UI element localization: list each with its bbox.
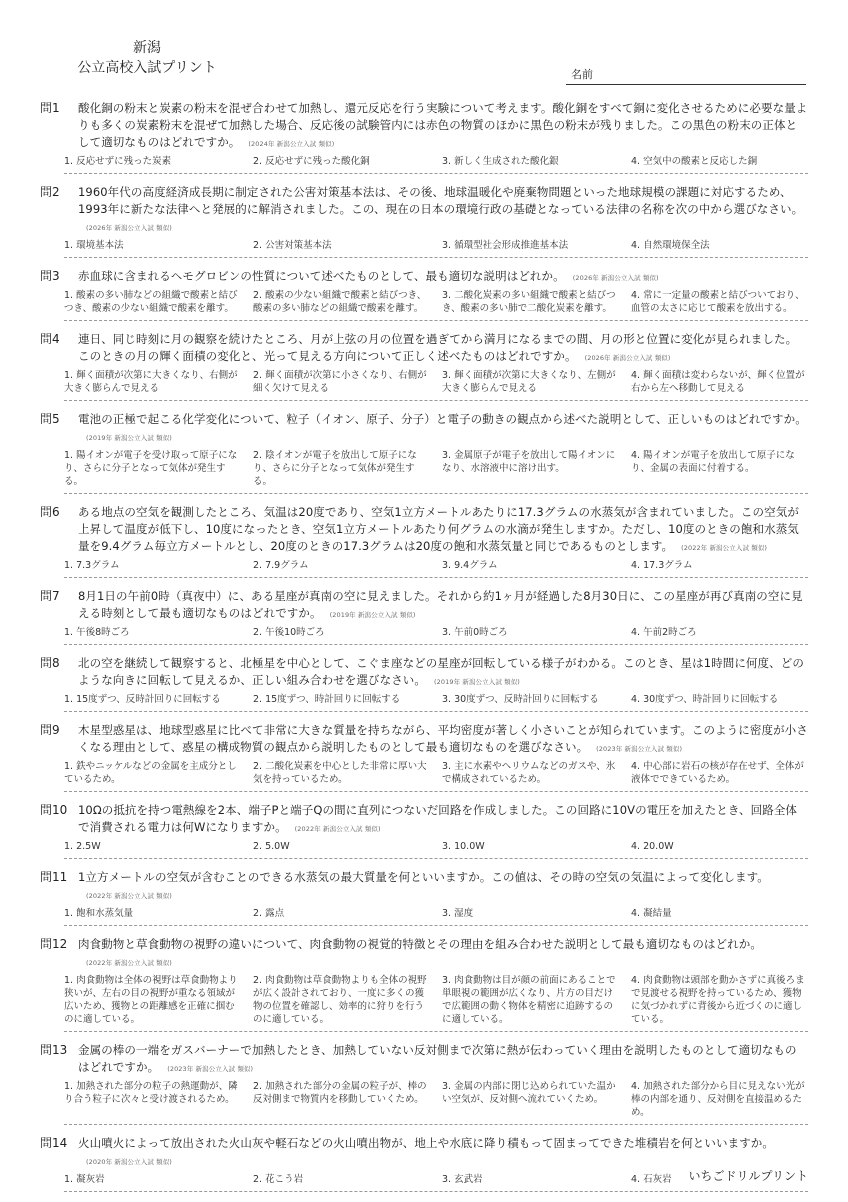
answer-choice[interactable]: 4. 凝結量 bbox=[631, 908, 672, 919]
question-number: 問10 bbox=[40, 803, 68, 817]
choice-row bbox=[64, 449, 808, 494]
answer-choice[interactable]: 1. 肉食動物は全体の視野は草食動物より狭いが、左右の目の視野が重なる領域が広いため、獲物との距離感を正確に掴むのに適している。 bbox=[64, 975, 238, 1025]
question-number: 問11 bbox=[40, 870, 68, 884]
answer-choice[interactable]: 4. 中心部に岩石の核が存在せず、全体が液体でできているため。 bbox=[631, 761, 804, 785]
question-text bbox=[78, 936, 808, 972]
question-head bbox=[40, 504, 808, 557]
question-text bbox=[78, 184, 808, 237]
answer-choice[interactable]: 4. 17.3グラム bbox=[631, 560, 693, 571]
question-source: (2022年 新潟公立入試 類似) bbox=[86, 892, 172, 900]
question-head bbox=[40, 722, 808, 758]
question-text bbox=[78, 869, 808, 905]
question-source: (2026年 新潟公立入試 類似) bbox=[572, 274, 659, 282]
question-number: 問2 bbox=[40, 185, 60, 199]
question-head bbox=[40, 1135, 808, 1171]
question-head bbox=[40, 331, 808, 367]
answer-choice[interactable]: 3. 午前0時ごろ bbox=[442, 627, 508, 638]
answer-choice[interactable]: 2. 二酸化炭素を中心とした非常に厚い大気を持っているため。 bbox=[253, 761, 427, 785]
footer-brand: いちごドリルプリント bbox=[688, 1169, 808, 1183]
answer-choice[interactable]: 1. 陽イオンが電子を受け取って原子になり、さらに分子となって気体が発生する。 bbox=[64, 450, 238, 487]
question-text bbox=[78, 331, 808, 367]
answer-choice[interactable]: 1. 15度ずつ、反時計回りに回転する bbox=[64, 694, 221, 705]
question-item bbox=[40, 1042, 808, 1125]
question-source: (2026年 新潟公立入試 類似) bbox=[86, 224, 172, 232]
page-title: 公立高校入試プリント bbox=[77, 60, 217, 76]
answer-choice[interactable]: 2. 7.9グラム bbox=[253, 560, 309, 571]
answer-choice[interactable]: 3. 肉食動物は目が顔の前面にあることで単眼視の範囲が広くなり、片方の目だけで広範囲の動く物体を精密に追跡するのに適している。 bbox=[442, 975, 616, 1025]
question-number: 問9 bbox=[40, 723, 60, 737]
answer-choice[interactable]: 1. 2.5W bbox=[64, 841, 101, 852]
question-item bbox=[40, 331, 808, 401]
question-body: 肉食動物と草食動物の視野の違いについて、肉食動物の視覚的特徴とその理由を組み合わせた説明として最も適切なものはどれか。 bbox=[78, 937, 762, 951]
question-body: ある地点の空気を観測したところ、気温は20度であり、空気1立方メートルあたりに17.3グラムの水蒸気が含まれていました。この空気が上昇して温度が低下し、10度になったとき、空気1立方メートルあたり何グラムの水滴が発生しますか。ただし、10度のときの飽和水蒸気量を9.4グラム毎立方メートルとし、20度のときの17.3グラムは20度の飽和水蒸気量と同じであるものとします。 bbox=[78, 505, 799, 553]
question-text bbox=[78, 1042, 808, 1078]
answer-choice[interactable]: 2. 露点 bbox=[253, 908, 285, 919]
answer-choice[interactable]: 3. 金属原子が電子を放出して陽イオンになり、水溶液中に溶け出す。 bbox=[442, 450, 616, 474]
question-head bbox=[40, 869, 808, 905]
answer-choice[interactable]: 2. 反応せずに残った酸化銅 bbox=[253, 156, 370, 167]
question-item bbox=[40, 722, 808, 792]
question-text bbox=[78, 802, 808, 838]
question-item bbox=[40, 936, 808, 1032]
question-body: 赤血球に含まれるヘモグロビンの性質について述べたものとして、最も適切な説明はどれか。 bbox=[78, 269, 565, 283]
choice-row bbox=[64, 974, 808, 1032]
question-source: (2019年 新潟公立入試 類似) bbox=[434, 678, 520, 686]
page-header bbox=[40, 38, 820, 88]
question-head bbox=[40, 184, 808, 237]
choice-row bbox=[64, 1080, 808, 1125]
question-source: (2022年 新潟公立入試 類似) bbox=[86, 959, 172, 967]
question-text bbox=[78, 268, 808, 287]
answer-choice[interactable]: 4. 輝く面積は変わらないが、輝く位置が右から左へ移動して見える bbox=[631, 370, 805, 394]
question-number: 問4 bbox=[40, 332, 60, 346]
question-body: 北の空を継続して観察すると、北極星を中心として、こぐま座などの星座が回転している様子がわかる。このとき、星は1時間に何度、どのような向きに回転して見えるか、正しい組み合わせを選びなさい。 bbox=[78, 656, 804, 687]
answer-choice[interactable]: 2. 酸素の少ない組織で酸素と結びつき、酸素の多い肺などの組織で酸素を離す。 bbox=[253, 290, 427, 314]
question-body: 木星型惑星は、地球型惑星に比べて非常に大きな質量を持ちながら、平均密度が著しく小さいことが知られています。このように密度が小さくなる理由として、惑星の構成物質の観点から説明したものとして最も適切なものを選びなさい。 bbox=[78, 723, 808, 754]
choice-row bbox=[64, 155, 808, 174]
answer-choice[interactable]: 4. 空気中の酸素と反応した銅 bbox=[631, 156, 758, 167]
name-field[interactable] bbox=[566, 60, 806, 85]
question-list bbox=[40, 100, 808, 1202]
answer-choice[interactable]: 4. 陽イオンが電子を放出して原子になり、金属の表面に付着する。 bbox=[631, 450, 795, 474]
answer-choice[interactable]: 1. 鉄やニッケルなどの金属を主成分としているため。 bbox=[64, 761, 237, 785]
question-item bbox=[40, 588, 808, 645]
prefecture-label: 新潟 bbox=[133, 40, 161, 56]
question-number: 問3 bbox=[40, 269, 60, 283]
question-source: (2022年 新潟公立入試 類似) bbox=[294, 825, 381, 833]
answer-choice[interactable]: 3. 30度ずつ、反時計回りに回転する bbox=[442, 694, 599, 705]
question-item bbox=[40, 411, 808, 494]
choice-row bbox=[64, 369, 808, 401]
answer-choice[interactable]: 1. 輝く面積が次第に大きくなり、右側が大きく膨らんで見える bbox=[64, 370, 238, 394]
question-body: 1960年代の高度経済成長期に制定された公害対策基本法は、その後、地球温暖化や廃棄物問題といった地球規模の課題に対応するため、1993年に新たな法律へと発展的に解消されました。この、現在の日本の環境行政の基礎となっている法律の名称を次の中から選びなさい。 bbox=[78, 185, 804, 216]
answer-choice[interactable]: 2. 輝く面積が次第に小さくなり、右側が細く欠けて見える bbox=[253, 370, 427, 394]
answer-choice[interactable]: 4. 加熱された部分から目に見えない光が棒の内部を通り、反対側を直接温めるため。 bbox=[631, 1081, 805, 1118]
question-source: (2024年 新潟公立入試 類似) bbox=[248, 140, 335, 148]
answer-choice[interactable]: 1. 飽和水蒸気量 bbox=[64, 908, 134, 919]
choice-row bbox=[64, 693, 808, 712]
answer-choice[interactable]: 3. 主に水素やヘリウムなどのガスや、氷で構成されているため。 bbox=[442, 761, 616, 785]
answer-choice[interactable]: 3. 10.0W bbox=[442, 841, 485, 852]
question-item bbox=[40, 504, 808, 578]
question-head bbox=[40, 655, 808, 691]
answer-choice[interactable]: 3. 二酸化炭素の多い組織で酸素と結びつき、酸素の多い肺で二酸化炭素を離す。 bbox=[442, 290, 616, 314]
question-number: 問7 bbox=[40, 589, 60, 603]
answer-choice[interactable]: 4. 30度ずつ、時計回りに回転する bbox=[631, 694, 779, 705]
answer-choice[interactable]: 1. 反応せずに残った炭素 bbox=[64, 156, 172, 167]
answer-choice[interactable]: 4. 自然環境保全法 bbox=[631, 240, 710, 251]
answer-choice[interactable]: 3. 湿度 bbox=[442, 908, 474, 919]
choice-row bbox=[64, 626, 808, 645]
answer-choice[interactable]: 4. 20.0W bbox=[631, 841, 674, 852]
answer-choice[interactable]: 1. 7.3グラム bbox=[64, 560, 120, 571]
question-item bbox=[40, 268, 808, 321]
question-body: 8月1日の午前0時（真夜中）に、ある星座が真南の空に見えました。それから約1ヶ月が経過した8月30日に、この星座が再び真南の空に見える時刻として最も適切なものはどれですか。 bbox=[78, 589, 803, 620]
answer-choice[interactable]: 3. 玄武岩 bbox=[442, 1174, 483, 1185]
question-number: 問13 bbox=[40, 1043, 68, 1057]
question-source: (2023年 新潟公立入試 類似) bbox=[596, 745, 683, 753]
question-number: 問8 bbox=[40, 656, 60, 670]
answer-choice[interactable]: 2. 15度ずつ、時計回りに回転する bbox=[253, 694, 401, 705]
question-number: 問1 bbox=[40, 101, 60, 115]
answer-choice[interactable]: 3. 金属の内部に閉じ込められていた温かい空気が、反対側へ流れていくため。 bbox=[442, 1081, 616, 1105]
question-head bbox=[40, 411, 808, 447]
answer-choice[interactable]: 2. 公害対策基本法 bbox=[253, 240, 332, 251]
question-head bbox=[40, 936, 808, 972]
choice-row bbox=[64, 559, 808, 578]
choice-row bbox=[64, 760, 808, 792]
question-item bbox=[40, 869, 808, 926]
answer-choice[interactable]: 2. 加熱された部分の金属の粒子が、棒の反対側まで物質内を移動していくため。 bbox=[253, 1081, 427, 1105]
question-number: 問5 bbox=[40, 412, 60, 426]
answer-choice[interactable]: 1. 環境基本法 bbox=[64, 240, 124, 251]
answer-choice[interactable]: 3. 9.4グラム bbox=[442, 560, 498, 571]
answer-choice[interactable]: 3. 輝く面積が次第に大きくなり、左側が大きく膨らんで見える bbox=[442, 370, 616, 394]
question-number: 問6 bbox=[40, 505, 60, 519]
question-text bbox=[78, 504, 808, 557]
choice-row bbox=[64, 289, 808, 321]
question-source: (2022年 新潟公立入試 類似) bbox=[681, 544, 768, 552]
question-source: (2019年 新潟公立入試 類似) bbox=[329, 611, 416, 619]
question-source: (2026年 新潟公立入試 類似) bbox=[584, 354, 671, 362]
answer-choice[interactable]: 1. 酸素の多い肺などの組織で酸素と結びつき、酸素の少ない組織で酸素を離す。 bbox=[64, 290, 238, 314]
question-body: 火山噴火によって放出された火山灰や軽石などの火山噴出物が、地上や水底に降り積もって固まってできた堆積岩を何といいますか。 bbox=[78, 1136, 774, 1150]
answer-choice[interactable]: 3. 循環型社会形成推進基本法 bbox=[442, 240, 569, 251]
choice-row bbox=[64, 239, 808, 258]
answer-choice[interactable]: 1. 加熱された部分の粒子の熱運動が、隣り合う粒子に次々と受け渡されるため。 bbox=[64, 1081, 238, 1105]
answer-choice[interactable]: 2. 陰イオンが電子を放出して原子になり、さらに分子となって気体が発生する。 bbox=[253, 450, 417, 487]
question-source: (2023年 新潟公立入試 類似) bbox=[167, 1065, 254, 1073]
choice-row bbox=[64, 907, 808, 926]
question-text bbox=[78, 1135, 808, 1171]
question-text bbox=[78, 722, 808, 758]
choice-row bbox=[64, 840, 808, 859]
question-item bbox=[40, 655, 808, 712]
answer-choice[interactable]: 4. 肉食動物は頭部を動かさずに真後ろまで見渡せる視野を持っているため、獲物に気づかれずに背後から近づくのに適している。 bbox=[631, 975, 805, 1025]
question-body: 金属の棒の一端をガスバーナーで加熱したとき、加熱していない反対側まで次第に熱が伝わっていく理由を説明したものとして適切なものはどれですか。 bbox=[78, 1043, 797, 1074]
question-text bbox=[78, 411, 808, 447]
question-source: (2019年 新潟公立入試 類似) bbox=[86, 434, 172, 442]
question-head bbox=[40, 802, 808, 838]
question-body: 10Ωの抵抗を持つ電熱線を2本、端子Pと端子Qの間に直列につないだ回路を作成しました。この回路に10Vの電圧を加えたとき、回路全体で消費される電力は何Wになりますか。 bbox=[78, 803, 798, 834]
question-body: 連日、同じ時刻に月の観察を続けたところ、月が上弦の月の位置を過ぎてから満月になるまでの間、月の形と位置に変化が見られました。このときの月の輝く面積の変化と、光って見える方向について正しく述べたものはどれですか。 bbox=[78, 332, 798, 363]
question-body: 電池の正極で起こる化学変化について、粒子（イオン、原子、分子）と電子の動きの観点から述べた説明として、正しいものはどれですか。 bbox=[78, 412, 807, 426]
question-item bbox=[40, 184, 808, 258]
question-item bbox=[40, 802, 808, 859]
question-number: 問14 bbox=[40, 1136, 68, 1150]
question-body: 酸化銅の粉末と炭素の粉末を混ぜ合わせて加熱し、還元反応を行う実験について考えます。酸化銅をすべて銅に変化させるために必要な量よりも多くの炭素粉末を混ぜて加熱した場合、反応後の試験管内には赤色の物質のほかに黒色の粉末が残りました。この黒色の粉末の正体として適切なものはどれですか。 bbox=[78, 101, 808, 149]
answer-choice[interactable]: 4. 石灰岩 bbox=[631, 1174, 672, 1185]
question-text bbox=[78, 588, 808, 624]
answer-choice[interactable]: 4. 午前2時ごろ bbox=[631, 627, 697, 638]
title-block bbox=[62, 38, 232, 78]
answer-choice[interactable]: 4. 常に一定量の酸素と結びついており、血管の太さに応じて酸素を放出する。 bbox=[631, 290, 805, 314]
answer-choice[interactable]: 3. 新しく生成された酸化銀 bbox=[442, 156, 559, 167]
question-item bbox=[40, 100, 808, 174]
question-body: 1立方メートルの空気が含むことのできる水蒸気の最大質量を何といいますか。この値は、その時の空気の気温によって変化します。 bbox=[78, 870, 769, 884]
question-head bbox=[40, 100, 808, 153]
question-text bbox=[78, 100, 808, 153]
question-head bbox=[40, 268, 808, 287]
question-text bbox=[78, 655, 808, 691]
question-head bbox=[40, 588, 808, 624]
question-number: 問12 bbox=[40, 937, 68, 951]
answer-choice[interactable]: 2. 花こう岩 bbox=[253, 1174, 304, 1185]
answer-choice[interactable]: 1. 午後8時ごろ bbox=[64, 627, 130, 638]
answer-choice[interactable]: 1. 凝灰岩 bbox=[64, 1174, 105, 1185]
answer-choice[interactable]: 2. 肉食動物は草食動物よりも全体の視野が広く設計されており、一度に多くの獲物の位置を確認し、効率的に狩りを行うのに適している。 bbox=[253, 975, 427, 1025]
name-label: 名前 bbox=[571, 68, 593, 81]
question-head bbox=[40, 1042, 808, 1078]
answer-choice[interactable]: 2. 5.0W bbox=[253, 841, 290, 852]
question-source: (2020年 新潟公立入試 類似) bbox=[86, 1158, 172, 1166]
answer-choice[interactable]: 2. 午後10時ごろ bbox=[253, 627, 325, 638]
